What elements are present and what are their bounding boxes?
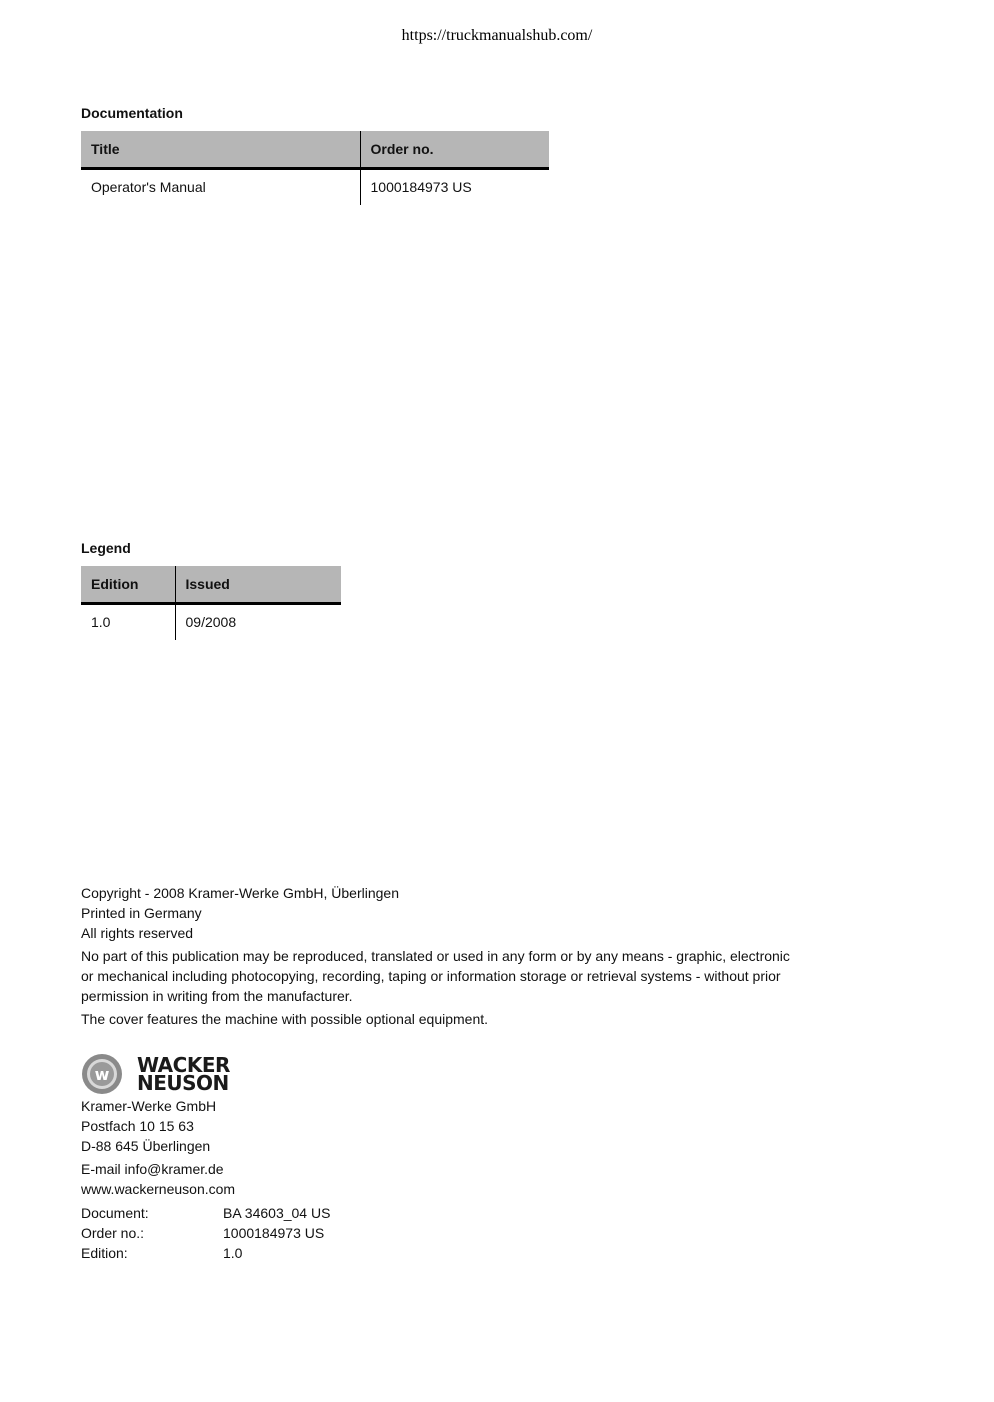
- issued-cell: 09/2008: [175, 603, 341, 640]
- logo-line-1: WACKER: [137, 1053, 230, 1077]
- column-header-edition: Edition: [81, 566, 175, 603]
- meta-value: 1000184973 US: [223, 1225, 325, 1241]
- source-url[interactable]: https://truckmanualshub.com/: [401, 27, 593, 44]
- svg-text:w: w: [94, 1065, 110, 1084]
- table-row: [81, 168, 549, 205]
- document-meta: [81, 1203, 330, 1263]
- notice-line: or mechanical including photocopying, recording, taping or information storage or retrieval systems - without prior: [81, 968, 781, 984]
- company-name: Kramer-Werke GmbH: [81, 1098, 217, 1114]
- copyright-block: [81, 883, 790, 1029]
- notice-line: permission in writing from the manufacturer.: [81, 988, 353, 1004]
- table-header-row: [81, 566, 341, 603]
- meta-key: Order no.:: [81, 1225, 145, 1241]
- documentation-table: [81, 131, 549, 205]
- wacker-neuson-w-icon: [81, 1053, 123, 1095]
- cover-note: The cover features the machine with possible optional equipment.: [81, 1011, 489, 1027]
- email[interactable]: E-mail info@kramer.de: [81, 1161, 224, 1177]
- meta-row: [81, 1243, 330, 1263]
- website[interactable]: www.wackerneuson.com: [81, 1181, 236, 1197]
- city: D-88 645 Überlingen: [81, 1138, 211, 1154]
- table-row: [81, 603, 341, 640]
- meta-key: Document:: [81, 1205, 149, 1221]
- table-header-row: [81, 131, 549, 168]
- doc-title-cell: Operator's Manual: [91, 179, 206, 196]
- logo-wordmark: [137, 1053, 230, 1095]
- address-block: [81, 1096, 235, 1199]
- meta-row: [81, 1223, 330, 1243]
- copyright-line: Copyright - 2008 Kramer-Werke GmbH, Überlingen: [81, 885, 399, 901]
- meta-value: 1.0: [223, 1245, 243, 1261]
- rights-line: All rights reserved: [81, 925, 194, 941]
- notice-line: No part of this publication may be reproduced, translated or used in any form or by any means - graphic, electronic: [81, 948, 790, 964]
- logo-line-2: NEUSON: [137, 1071, 229, 1095]
- column-header-issued: Issued: [175, 566, 341, 603]
- postfach: Postfach 10 15 63: [81, 1118, 194, 1134]
- wacker-neuson-logo: [81, 1053, 241, 1095]
- meta-row: [81, 1203, 330, 1223]
- printed-line: Printed in Germany: [81, 905, 202, 921]
- legend-label: Legend: [81, 540, 131, 556]
- column-header-title: Title: [81, 131, 360, 168]
- column-header-order-no: Order no.: [360, 131, 549, 168]
- edition-cell: 1.0: [91, 614, 111, 631]
- meta-key: Edition:: [81, 1245, 128, 1261]
- doc-order-cell: 1000184973 US: [360, 168, 549, 205]
- meta-value: BA 34603_04 US: [223, 1205, 331, 1221]
- legend-table: [81, 566, 341, 640]
- documentation-label: Documentation: [81, 105, 183, 121]
